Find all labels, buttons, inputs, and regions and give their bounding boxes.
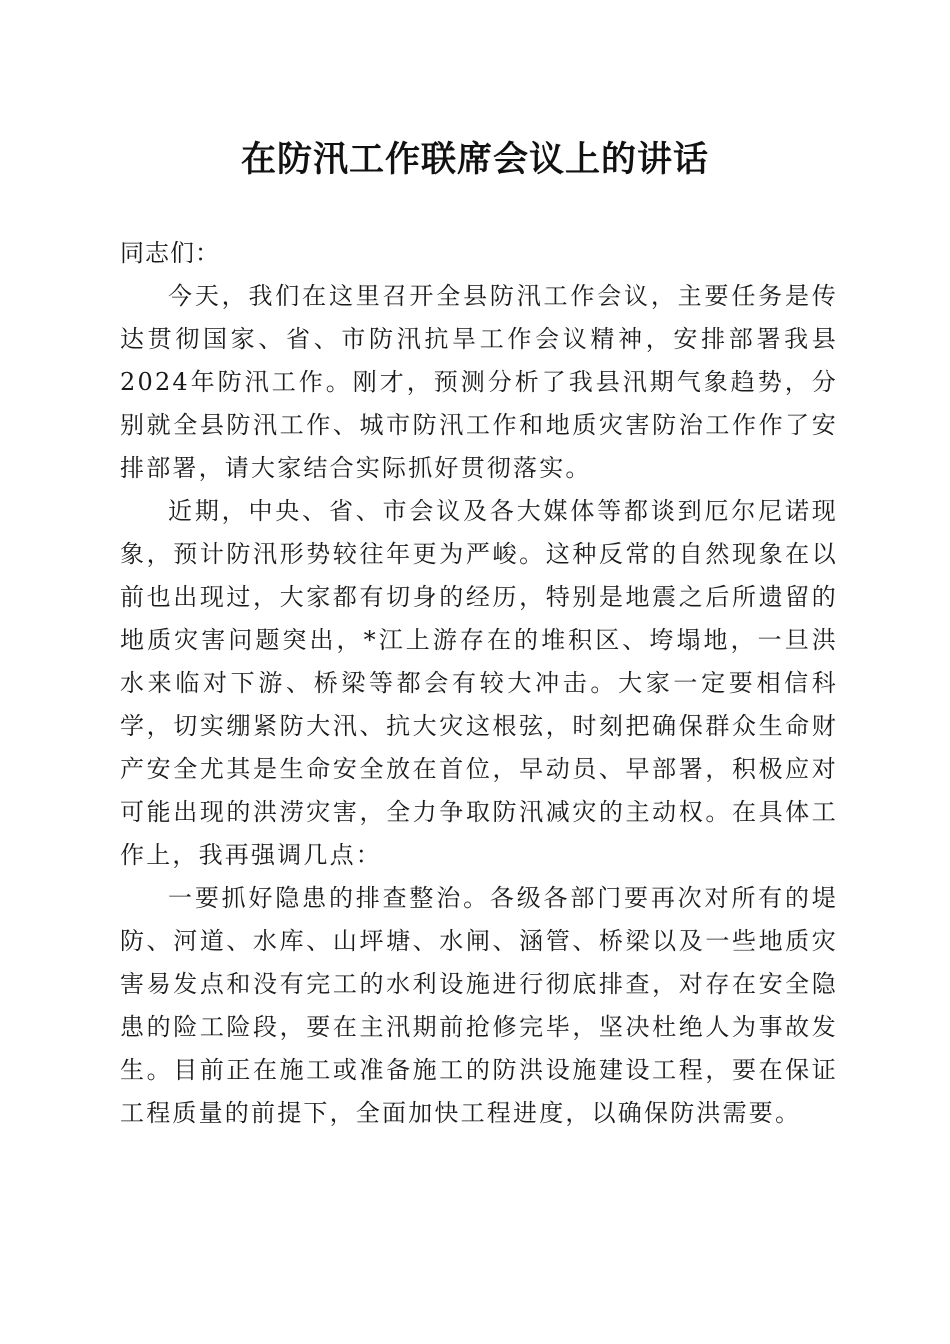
document-body (120, 232, 838, 1135)
document-title: 在防汛工作联席会议上的讲话 (240, 139, 709, 180)
paragraph-point-one: 一要抓好隐患的排查整治。各级各部门要再次对所有的堤防、河道、水库、山坪塘、水闸、涵管、桥梁以及一些地质灾害易发点和没有完工的水利设施进行彻底排查，对存在安全隐患的险工险段，要在主汛期前抢修完毕，坚决杜绝人为事故发生。目前正在施工或准备施工的防洪设施建设工程，要在保证工程质量的前提下，全面加快工程进度，以确保防洪需要。 (120, 884, 838, 1127)
paragraph-opening: 今天，我们在这里召开全县防汛工作会议，主要任务是传达贯彻国家、省、市防汛抗旱工作会议精神，安排部署我县2024年防汛工作。刚才，预测分析了我县汛期气象趋势，分别就全县防汛工作、城市防汛工作和地质灾害防治工作作了安排部署，请大家结合实际抓好贯彻落实。 (120, 282, 838, 482)
paragraph-situation: 近期，中央、省、市会议及各大媒体等都谈到厄尔尼诺现象，预计防汛形势较往年更为严峻。这种反常的自然现象在以前也出现过，大家都有切身的经历，特别是地震之后所遗留的地质灾害问题突出，*江上游存在的堆积区、垮塌地，一旦洪水来临对下游、桥梁等都会有较大冲击。大家一定要相信科学，切实绷紧防大汛、抗大灾这根弦，时刻把确保群众生命财产安全尤其是生命安全放在首位，早动员、早部署，积极应对可能出现的洪涝灾害，全力争取防汛减灾的主动权。在具体工作上，我再强调几点： (120, 497, 838, 869)
salutation: 同志们： (120, 239, 220, 267)
